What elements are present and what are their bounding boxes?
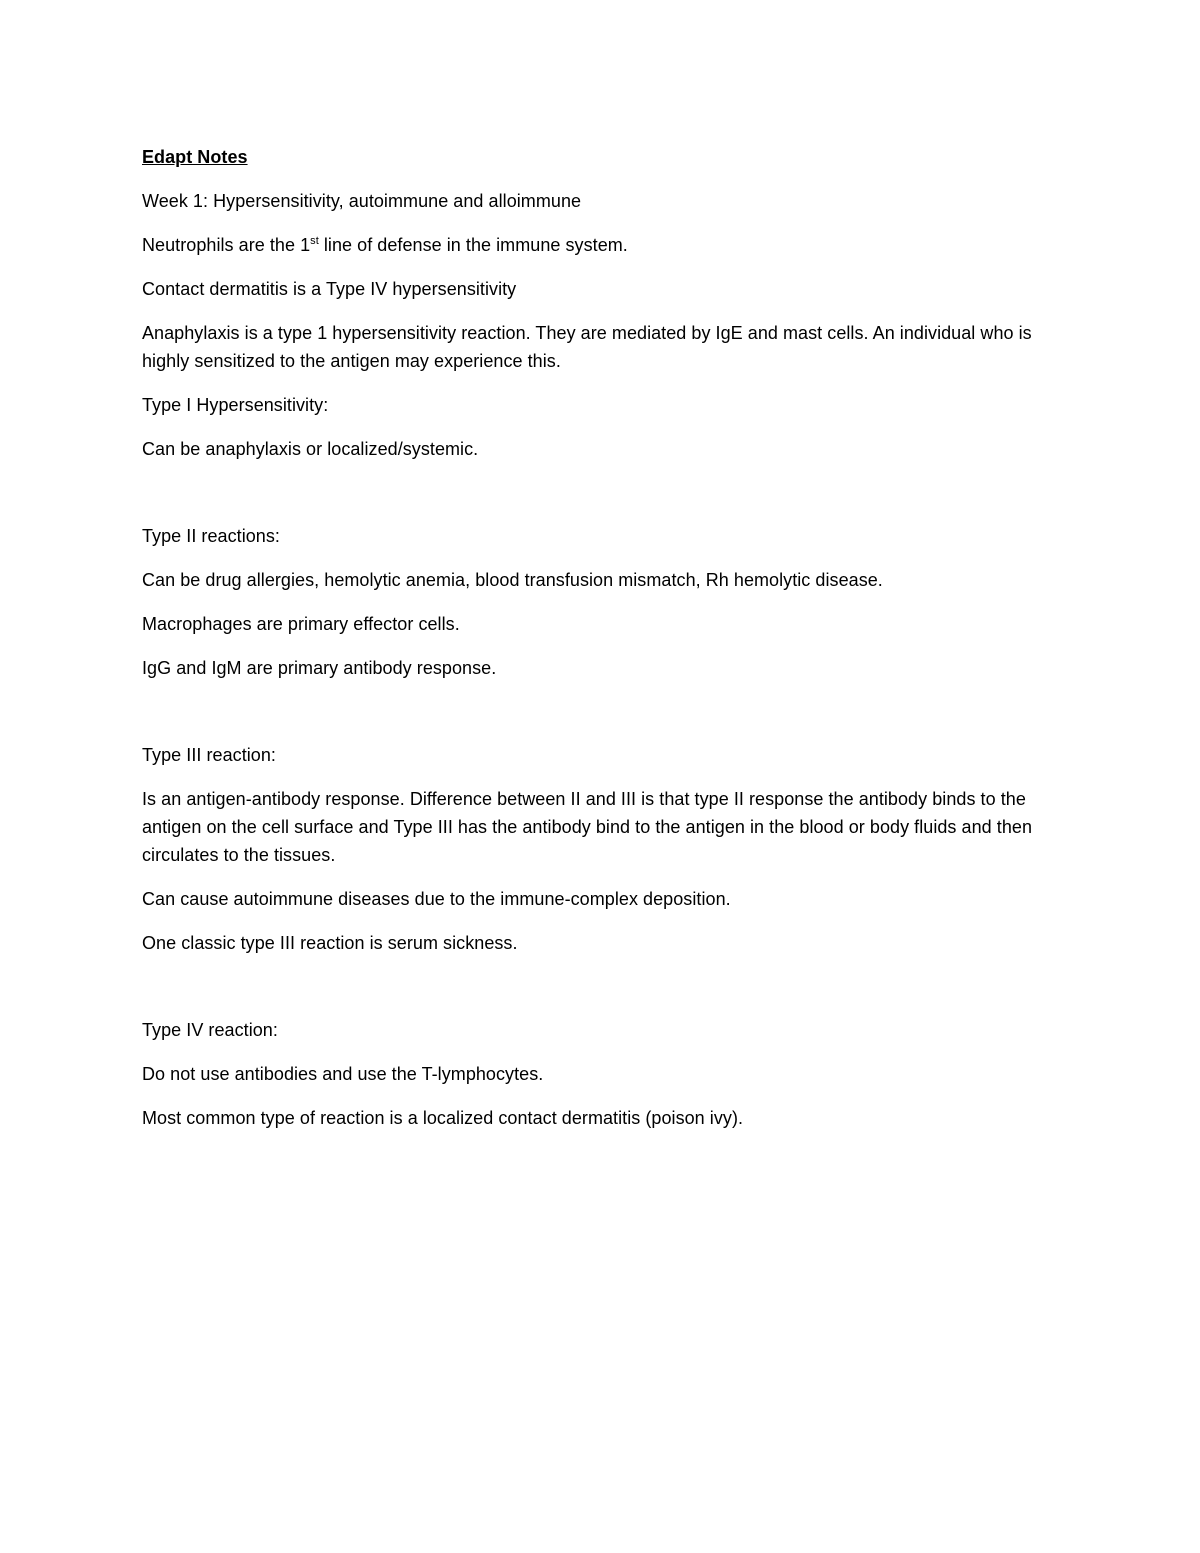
type2-line: IgG and IgM are primary antibody response. [142, 658, 497, 678]
type1-heading: Type I Hypersensitivity: [142, 395, 329, 415]
type4-line: Do not use antibodies and use the T-lymphocytes. [142, 1064, 544, 1084]
type2-heading: Type II reactions: [142, 526, 280, 546]
anaphylaxis-paragraph: Anaphylaxis is a type 1 hypersensitivity reaction. They are mediated by IgE and mast cells. An individual who is highly sensitized to the antigen may experience this. [142, 323, 1032, 371]
contact-dermatitis-paragraph: Contact dermatitis is a Type IV hypersensitivity [142, 279, 517, 299]
neutrophils-paragraph [142, 231, 1062, 259]
ordinal-superscript: st [310, 235, 319, 247]
type3-line: One classic type III reaction is serum sickness. [142, 933, 518, 953]
neutrophils-text-after: line of defense in the immune system. [318, 235, 628, 255]
type2-line: Macrophages are primary effector cells. [142, 614, 460, 634]
document-title: Edapt Notes [142, 147, 248, 167]
section-spacer [142, 698, 1062, 741]
week-heading: Week 1: Hypersensitivity, autoimmune and alloimmune [142, 191, 582, 211]
type3-line: Can cause autoimmune diseases due to the immune-complex deposition. [142, 889, 731, 909]
type4-heading: Type IV reaction: [142, 1020, 278, 1040]
section-spacer [142, 973, 1062, 1016]
type2-line: Can be drug allergies, hemolytic anemia, blood transfusion mismatch, Rh hemolytic disease. [142, 570, 883, 590]
type4-line: Most common type of reaction is a localized contact dermatitis (poison ivy). [142, 1108, 744, 1128]
document-body [142, 143, 1062, 1148]
neutrophils-text-before: Neutrophils are the 1 [142, 235, 311, 255]
section-spacer [142, 479, 1062, 522]
type3-line: Is an antigen-antibody response. Difference between II and III is that type II response the antibody binds to the antigen on the cell surface and Type III has the antibody bind to the antigen in the blood or body fluids and then circulates to the tissues. [142, 789, 1033, 865]
type1-line: Can be anaphylaxis or localized/systemic. [142, 439, 479, 459]
type3-heading: Type III reaction: [142, 745, 276, 765]
